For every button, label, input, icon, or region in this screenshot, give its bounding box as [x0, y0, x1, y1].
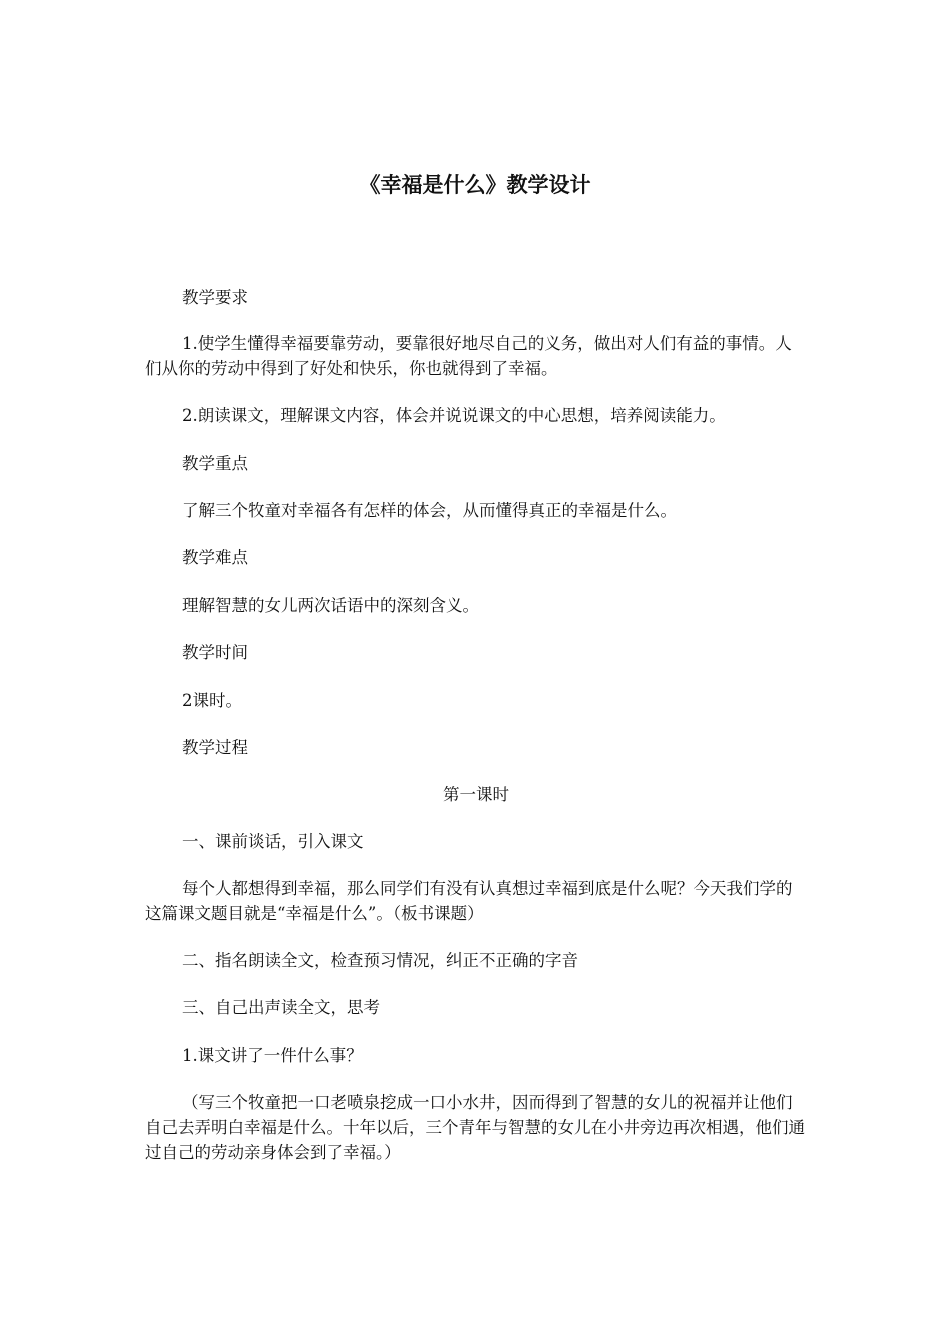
paragraph-teaching-time: 2课时。	[182, 691, 242, 710]
paragraph-question-1: 1.课文讲了一件什么事？	[182, 1046, 363, 1065]
paragraph-teaching-difficulty: 理解智慧的女儿两次话语中的深刻含义。	[182, 596, 479, 615]
paragraph-requirement-2: 2.朗读课文，理解课文内容，体会并说说课文的中心思想，培养阅读能力。	[182, 406, 726, 425]
heading-teaching-focus: 教学重点	[182, 454, 248, 473]
heading-teaching-requirements: 教学要求	[182, 288, 248, 307]
heading-teaching-process: 教学过程	[182, 738, 248, 757]
heading-step-3: 三、自己出声读全文，思考	[182, 998, 380, 1017]
paragraph-requirement-1: 1.使学生懂得幸福要靠劳动，要靠很好地尽自己的义务，做出对人们有益的事情。人们从你的劳动中得到了好处和快乐，你也就得到了幸福。	[145, 334, 792, 378]
paragraph-step-1: 每个人都想得到幸福，那么同学们有没有认真想过幸福到底是什么呢？今天我们学的这篇课文题目就是“幸福是什么”。（板书课题）	[145, 879, 793, 923]
heading-step-2: 二、指名朗读全文，检查预习情况，纠正不正确的字音	[182, 951, 578, 970]
heading-first-lesson: 第一课时	[443, 785, 509, 804]
heading-step-1: 一、课前谈话，引入课文	[182, 832, 364, 851]
document-title: 《幸福是什么》教学设计	[359, 173, 591, 197]
paragraph-teaching-focus: 了解三个牧童对幸福各有怎样的体会，从而懂得真正的幸福是什么。	[182, 501, 677, 520]
heading-teaching-time: 教学时间	[182, 643, 248, 662]
paragraph-answer-1: （写三个牧童把一口老喷泉挖成一口小水井，因而得到了智慧的女儿的祝福并让他们自己去弄明白幸福是什么。十年以后，三个青年与智慧的女儿在小井旁边再次相遇，他们通过自己的劳动亲身体会到了幸福。）	[145, 1093, 805, 1162]
heading-teaching-difficulty: 教学难点	[182, 548, 248, 567]
